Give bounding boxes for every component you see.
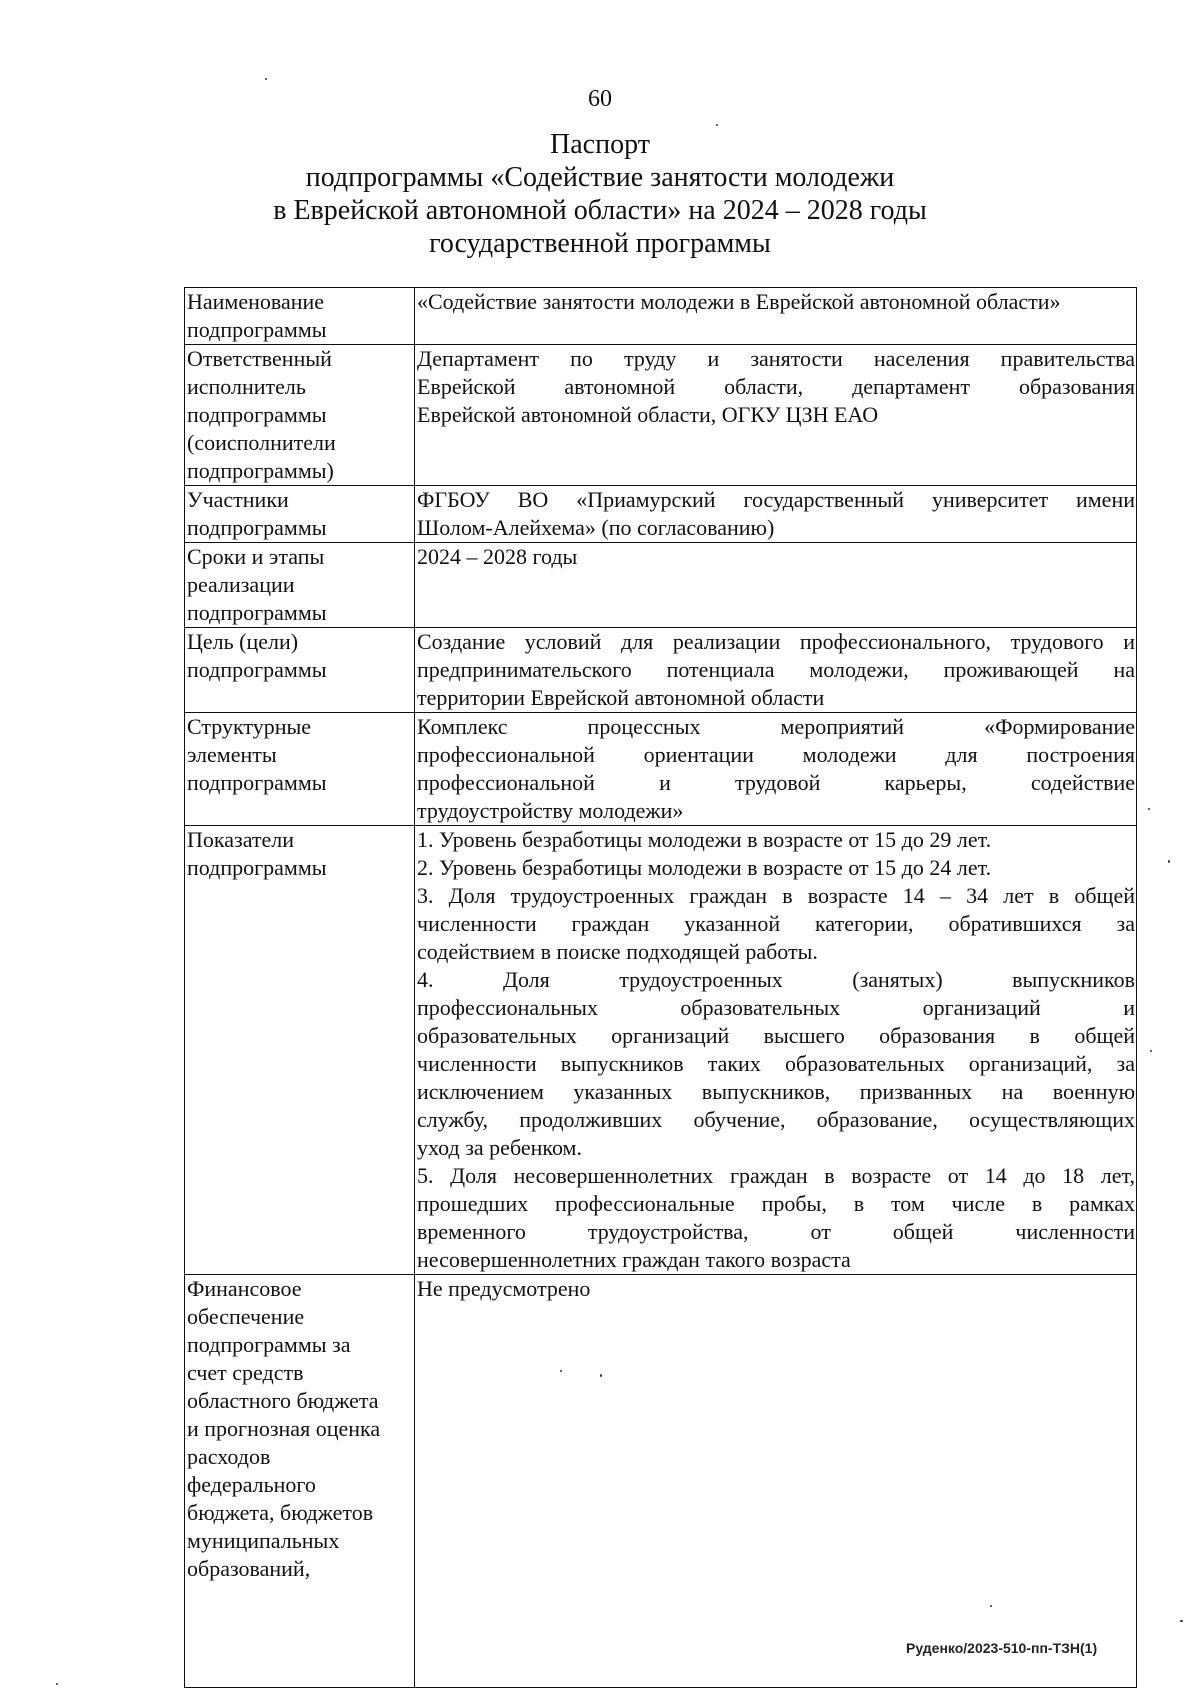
label-line: элементы (187, 742, 277, 767)
row-label (185, 345, 415, 486)
value-line: службу, продолживших обучение, образование, осуществляющих (417, 1107, 1135, 1132)
row-label (185, 1275, 415, 1688)
value-line: ФГБОУ ВО «Приамурский государственный университет имени (417, 487, 1135, 512)
row-value (415, 628, 1137, 713)
scan-speck (600, 1374, 602, 1377)
value-line: временного трудоустройства, от общей численности (417, 1219, 1135, 1244)
value-line: профессиональной и трудовой карьеры, содействие (417, 770, 1135, 795)
value-line: трудоустройству молодежи» (417, 798, 684, 823)
label-line: Сроки и этапы (187, 544, 325, 569)
scan-speck (716, 124, 718, 126)
value-line: Еврейской автономной области, департамент образования (417, 374, 1135, 399)
label-line: бюджета, бюджетов (187, 1500, 374, 1525)
value-line: территории Еврейской автономной области (417, 685, 825, 710)
row-value (415, 486, 1137, 543)
value-line: предпринимательского потенциала молодежи, проживающей на (417, 657, 1135, 682)
label-line: Цель (цели) (187, 629, 299, 654)
row-value (415, 345, 1137, 486)
scan-speck (1150, 1050, 1152, 1052)
label-line: муниципальных (187, 1528, 340, 1553)
row-label (185, 486, 415, 543)
value-line: численности выпускников таких образовательных организаций, за (417, 1051, 1135, 1076)
table-row (185, 543, 1137, 628)
value-line: прошедших профессиональные пробы, в том числе в рамках (417, 1191, 1135, 1216)
table-row (185, 345, 1137, 486)
title-line-2: подпрограммы «Содействие занятости молодежи (305, 162, 895, 193)
row-value (415, 543, 1137, 628)
scan-speck (1148, 808, 1150, 810)
label-line: подпрограммы) (187, 458, 334, 483)
label-line: Участники (187, 487, 289, 512)
table-row (185, 826, 1137, 1275)
label-line: подпрограммы (187, 600, 327, 625)
label-line: подпрограммы (187, 855, 327, 880)
value-line: Департамент по труду и занятости населения правительства (417, 346, 1135, 371)
scan-speck (1180, 1620, 1183, 1622)
label-line: обеспечение (187, 1304, 305, 1329)
value-line: Создание условий для реализации профессионального, трудового и (417, 629, 1135, 654)
label-line: областного бюджета (187, 1388, 379, 1413)
value-line: образовательных организаций высшего образования в общей (417, 1023, 1135, 1048)
label-line: Структурные (187, 714, 312, 739)
value-line: профессиональных образовательных организаций и (417, 995, 1135, 1020)
page-number: 60 (588, 86, 612, 112)
footer-document-code: Руденко/2023-510-пп-ТЗН(1) (906, 1640, 1098, 1656)
row-label (185, 543, 415, 628)
label-line: расходов (187, 1444, 271, 1469)
label-line: Ответственный (187, 346, 332, 371)
value-line: 2. Уровень безработицы молодежи в возрасте от 15 до 24 лет. (417, 855, 992, 880)
table-row (185, 628, 1137, 713)
value-line: профессиональной ориентации молодежи для построения (417, 742, 1135, 767)
row-value (415, 713, 1137, 826)
value-line: численности граждан указанной категории, обратившихся за (417, 911, 1135, 936)
row-value (415, 288, 1137, 345)
row-label (185, 713, 415, 826)
scan-speck (56, 1683, 58, 1685)
table-row (185, 713, 1137, 826)
row-label (185, 288, 415, 345)
value-line: «Содействие занятости молодежи в Еврейской автономной области» (417, 289, 1061, 314)
label-line: подпрограммы (187, 657, 327, 682)
value-line: Шолом-Алейхема» (по согласованию) (417, 515, 775, 540)
passport-table (184, 287, 1137, 1688)
label-line: реализации (187, 572, 295, 597)
table-row (185, 288, 1137, 345)
scan-speck (265, 78, 267, 80)
label-line: счет средств (187, 1360, 304, 1385)
label-line: исполнитель (187, 374, 306, 399)
label-line: федерального (187, 1472, 316, 1497)
document-title (0, 128, 1200, 260)
label-line: и прогнозная оценка (187, 1416, 381, 1441)
row-value (415, 826, 1137, 1275)
row-label (185, 826, 415, 1275)
title-line-1: Паспорт (550, 129, 650, 160)
value-line: 3. Доля трудоустроенных граждан в возрасте 14 – 34 лет в общей (417, 883, 1135, 908)
title-line-4: государственной программы (429, 228, 771, 259)
label-line: Показатели (187, 827, 295, 852)
value-line: 5. Доля несовершеннолетних граждан в возрасте от 14 до 18 лет, (417, 1163, 1135, 1188)
row-value (415, 1275, 1137, 1688)
value-line: Еврейской автономной области, ОГКУ ЦЗН ЕАО (417, 402, 879, 427)
table-row (185, 486, 1137, 543)
label-line: подпрограммы (187, 515, 327, 540)
label-line: образований, (187, 1556, 311, 1581)
label-line: Наименование (187, 289, 325, 314)
value-line: 4. Доля трудоустроенных (занятых) выпускников (417, 967, 1135, 992)
scan-speck (990, 1605, 992, 1607)
label-line: подпрограммы (187, 402, 327, 427)
row-label (185, 628, 415, 713)
value-line: уход за ребенком. (417, 1135, 582, 1160)
table-row (185, 1275, 1137, 1688)
value-line: исключением указанных выпускников, призванных на военную (417, 1079, 1135, 1104)
label-line: подпрограммы (187, 770, 327, 795)
value-line: Не предусмотрено (417, 1276, 591, 1301)
value-line: 1. Уровень безработицы молодежи в возрасте от 15 до 29 лет. (417, 827, 992, 852)
label-line: подпрограммы (187, 317, 327, 342)
value-line: содействием в поиске подходящей работы. (417, 939, 818, 964)
value-line: 2024 – 2028 годы (417, 544, 578, 569)
label-line: (соисполнители (187, 430, 336, 455)
label-line: подпрограммы за (187, 1332, 351, 1357)
scan-speck (1168, 860, 1170, 863)
label-line: Финансовое (187, 1276, 302, 1301)
value-line: несовершеннолетних граждан такого возраста (417, 1247, 851, 1272)
value-line: Комплекс процессных мероприятий «Формирование (417, 714, 1135, 739)
scan-speck (560, 1370, 562, 1372)
title-line-3: в Еврейской автономной области» на 2024 – 2028 годы (273, 195, 927, 226)
